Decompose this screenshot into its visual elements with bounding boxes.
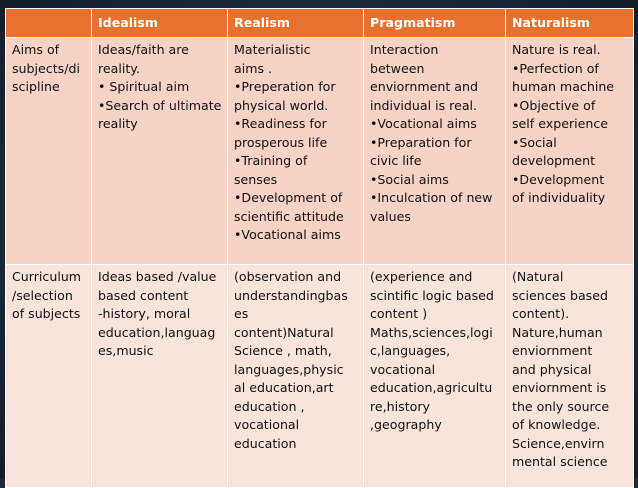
cell-curriculum-idealism: Ideas based /value based content -history, moral education,languag es,music xyxy=(92,265,228,488)
header-cell-idealism: Idealism xyxy=(92,9,228,38)
table-row-curriculum xyxy=(6,265,634,488)
philosophy-comparison-table xyxy=(5,8,634,488)
cell-aims-idealism: Ideas/faith are reality. • Spiritual aim •Search of ultimate reality xyxy=(92,38,228,265)
header-cell-pragmatism: Pragmatism xyxy=(364,9,506,38)
cell-curriculum-naturalism: (Natural sciences based content). Nature,human enviornment and physical enviornment is the only source of knowledge. Science,envirn mental science xyxy=(506,265,634,488)
header-cell-realism: Realism xyxy=(228,9,364,38)
header-cell-naturalism: Naturalism xyxy=(506,9,634,38)
cell-aims-realism: Materialistic aims . •Preperation for physical world. •Readiness for prosperous life •Training of senses •Development of scientific attitude •Vocational aims xyxy=(228,38,364,265)
row-label-aims: Aims of subjects/di scipline xyxy=(6,38,92,265)
table-row-aims xyxy=(6,38,634,265)
cell-aims-naturalism: Nature is real. •Perfection of human machine •Objective of self experience •Social development •Development of individuality xyxy=(506,38,634,265)
cell-aims-pragmatism: Interaction between enviornment and individual is real. •Vocational aims •Preparation for civic life •Social aims •Inculcation of new values xyxy=(364,38,506,265)
row-label-curriculum: Curriculum /selection of subjects xyxy=(6,265,92,488)
header-cell-empty xyxy=(6,9,92,38)
cell-curriculum-realism: (observation and understandingbas es content)Natural Science , math, languages,physic al education,art education , vocational education xyxy=(228,265,364,488)
table-header-row xyxy=(6,9,634,38)
cell-curriculum-pragmatism: (experience and scintific logic based content ) Maths,sciences,logi c,languages, vocational education,agricultu re,history ,geography xyxy=(364,265,506,488)
